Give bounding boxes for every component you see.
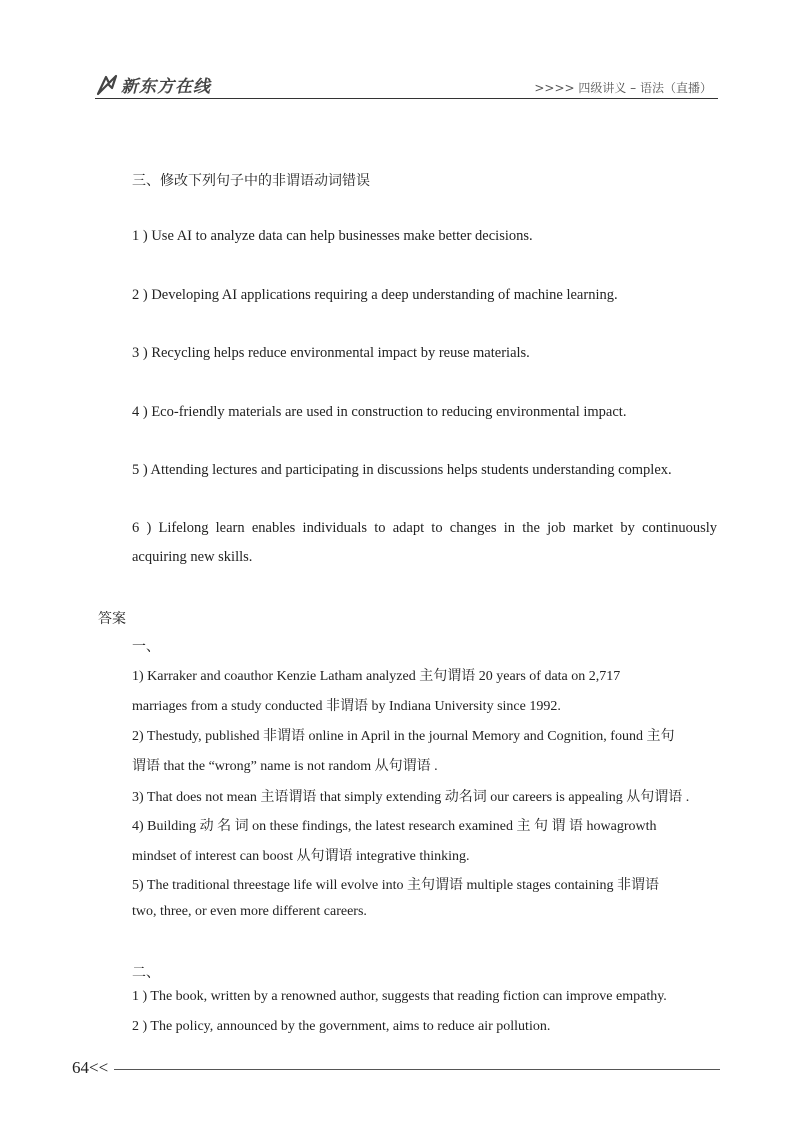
header-course-title: >>>> 四级讲义 – 语法（直播） [534,81,712,95]
exercise-item: 5 ) Attending lectures and participating in discussions helps students understanding complex. [132,462,672,478]
exercise-item: 3 ) Recycling helps reduce environmental impact by reuse materials. [132,345,530,361]
footer-rule [114,1069,720,1070]
answer-line: 1) Karraker and coauthor Kenzie Latham analyzed 主句谓语 20 years of data on 2,717 [132,669,621,684]
exercise-item: 4 ) Eco-friendly materials are used in construction to reducing environmental impact. [132,404,627,420]
section-title: 三、修改下列句子中的非谓语动词错误 [132,173,370,189]
logo-text: 新东方在线 [121,77,211,97]
answers-title: 答案 [98,611,126,627]
answer-line: mindset of interest can boost 从句谓语 integrative thinking. [132,849,470,864]
brand-logo [95,72,211,97]
answer-part-label: 一、 [132,640,160,655]
page-header [95,72,718,99]
answer-line: marriages from a study conducted 非谓语 by Indiana University since 1992. [132,699,561,714]
answer-line: two, three, or even more different careers. [132,904,367,919]
answer-line: 3) That does not mean 主语谓语 that simply extending 动名词 our careers is appealing 从句谓语 . [132,790,690,805]
answer-line: 2) Thestudy, published 非谓语 online in April in the journal Memory and Cognition, found 主句 [132,729,675,744]
answer-line: 2 ) The policy, announced by the government, aims to reduce air pollution. [132,1019,551,1034]
answer-part-label: 二、 [132,966,160,981]
exercise-item: 6 ) Lifelong learn enables individuals to adapt to changes in the job market by continuously acquiring new skills. [132,520,717,565]
exercise-item: 2 ) Developing AI applications requiring a deep understanding of machine learning. [132,287,618,303]
answer-line: 5) The traditional threestage life will evolve into 主句谓语 multiple stages containing 非谓语 [132,878,659,893]
answer-line: 谓语 that the “wrong” name is not random 从句谓语 . [132,759,438,774]
exercise-item: 1 ) Use AI to analyze data can help businesses make better decisions. [132,228,533,244]
page-number: 64<< [72,1058,109,1077]
logo-icon [95,74,119,96]
answer-line: 4) Building 动 名 词 on these findings, the latest research examined 主 句 谓 语 howagrowth [132,819,657,834]
answer-line: 1 ) The book, written by a renowned author, suggests that reading fiction can improve empathy. [132,989,667,1004]
